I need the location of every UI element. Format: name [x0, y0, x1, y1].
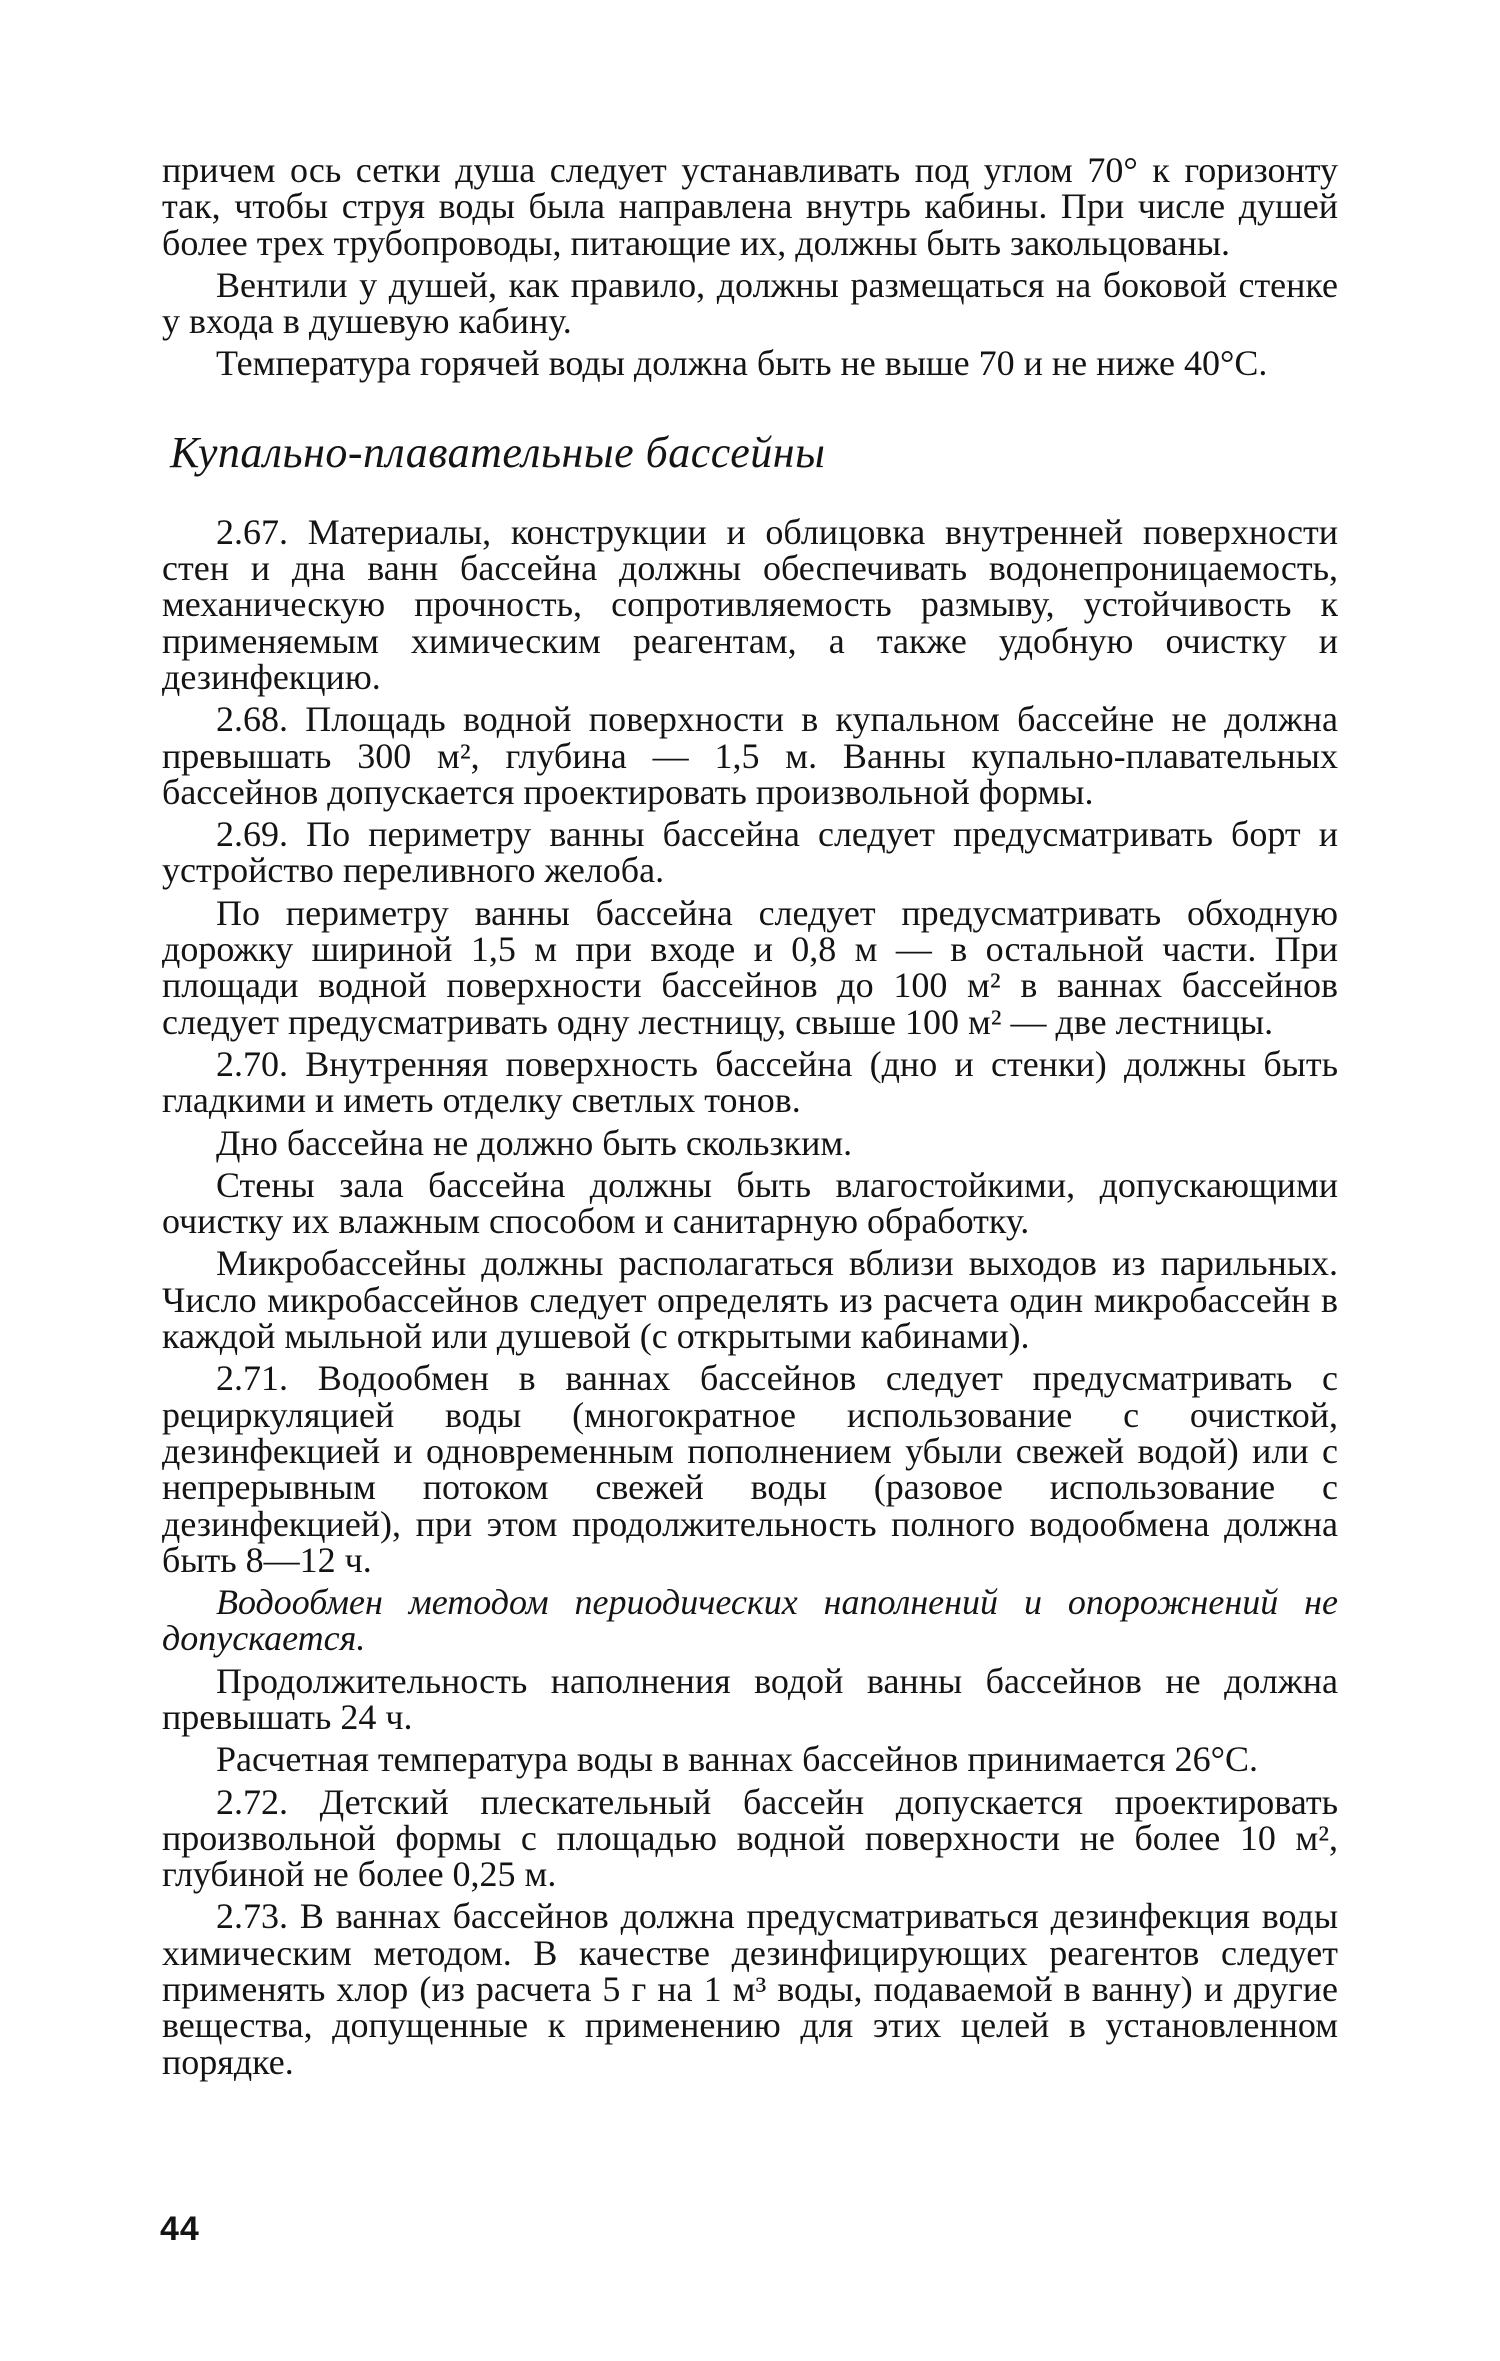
clause-text: Продолжительность наполнения водой ванны бассейнов не должна превышать 24 ч.: [162, 1660, 1338, 1737]
clause-number: 2.69.: [216, 814, 288, 855]
clause-number: 2.68.: [216, 699, 288, 740]
paragraph-periodic-fill: [162, 1584, 1338, 1657]
clause-2-69: [162, 816, 1338, 889]
clause-text: Дно бассейна не должно быть скользким.: [216, 1122, 853, 1163]
paragraph-shower-valves: Вентили у душей, как правило, должны размещаться на боковой стенке у входа в душевую кабину.: [162, 264, 1338, 342]
page-content: [162, 152, 1338, 2080]
clause-text: Материалы, конструкции и облицовка внутренней поверхности стен и дна ванн бассейна должны обеспечивать водонепроницаемость, механическую прочность, сопротивляемость размыву, устойчивость к применяемым химическим реагентам, а также удобную очистку и дезинфекцию.: [162, 511, 1339, 697]
paragraph-hot-water-temperature: Температура горячей воды должна быть не выше 70 и не ниже 40°С.: [216, 343, 1268, 384]
page-number: 44: [160, 2210, 200, 2248]
clause-number: 2.73.: [216, 1896, 288, 1937]
clause-number: 2.70.: [216, 1043, 288, 1084]
paragraph-water-temperature: [162, 1739, 1338, 1780]
paragraph-pool-bottom: [162, 1122, 1338, 1163]
clause-2-68: [162, 701, 1338, 810]
clause-2-72: [162, 1781, 1339, 1895]
clause-text: В ваннах бассейнов должна предусматриваться дезинфекция воды химическим методом. В качестве дезинфицирующих реагентов следует применять хлор (из расчета 5 г на 1 м³ воды, подаваемой в ванну) и другие вещества, допущенные к применению для этих целей в установленном порядке.: [162, 1896, 1339, 2082]
clause-text: Водообмен методом периодических наполнений и опорожнений не допускается.: [162, 1582, 1338, 1659]
clause-text: По периметру ванны бассейна следует предусматривать борт и устройство переливного желоба.: [162, 814, 1338, 891]
clause-text: Микробассейны должны располагаться вблизи выходов из парильных. Число микробассейнов следует определять из расчета один микробассейн в каждой мыльной или душевой (с открытыми кабинами).: [162, 1243, 1338, 1357]
section-title: Купально-плавательные бассейны: [170, 427, 826, 477]
paragraph-micropools: [162, 1243, 1338, 1357]
clause-2-71: [162, 1360, 1338, 1578]
clause-number: 2.72.: [216, 1781, 288, 1822]
paragraph-fill-duration: [162, 1660, 1338, 1737]
clause-text: Площадь водной поверхности в купальном бассейне не должна превышать 300 м², глубина — 1,5 м. Ванны купально-плавательных бассейнов допускается проектировать произвольной формы.: [162, 699, 1338, 812]
clause-text: Водообмен в ваннах бассейнов следует предусматривать с рециркуляцией воды (многократное использование с очисткой, дезинфекцией и одновременным пополнением убыли свежей водой) или с непрерывным потоком свежей воды (разовое использование с дезинфекцией), при этом продолжительность полного водообмена должна быть 8—12 ч.: [162, 1358, 1339, 1580]
clause-text: Стены зала бассейна должны быть влагостойкими, допускающими очистку их влажным способом и санитарную обработку.: [162, 1164, 1338, 1242]
clause-text: Расчетная температура воды в ваннах бассейнов принимается 26°С.: [216, 1739, 1258, 1780]
clause-number: 2.67.: [216, 511, 288, 552]
clause-text: Детский плескательный бассейн допускается проектировать произвольной формы с площадью водной поверхности не более 10 м², глубиной не более 0,25 м.: [162, 1781, 1339, 1895]
paragraph-shower-grid: причем ось сетки душа следует устанавливать под углом 70° к горизонту так, чтобы струя воды была направлена внутрь кабины. При числе душей более трех трубопроводы, питающие их, должны быть закольцованы.: [162, 150, 1338, 263]
clause-text: По периметру ванны бассейна следует предусматривать обходную дорожку шириной 1,5 м при входе и 0,8 м — в остальной части. При площади водной поверхности бассейнов до 100 м² в ваннах бассейнов следует предусматривать одну лестницу, свыше 100 м² — две лестницы.: [162, 892, 1338, 1042]
clause-number: 2.71.: [216, 1358, 288, 1399]
clause-2-73: [162, 1896, 1339, 2082]
clause-2-70: [162, 1043, 1338, 1121]
paragraph-walkway: [162, 892, 1338, 1042]
clause-text: Внутренняя поверхность бассейна (дно и стенки) должны быть гладкими и иметь отделку светлых тонов.: [162, 1043, 1338, 1121]
paragraph-hall-walls: [162, 1164, 1338, 1242]
clause-2-67: [162, 511, 1339, 697]
